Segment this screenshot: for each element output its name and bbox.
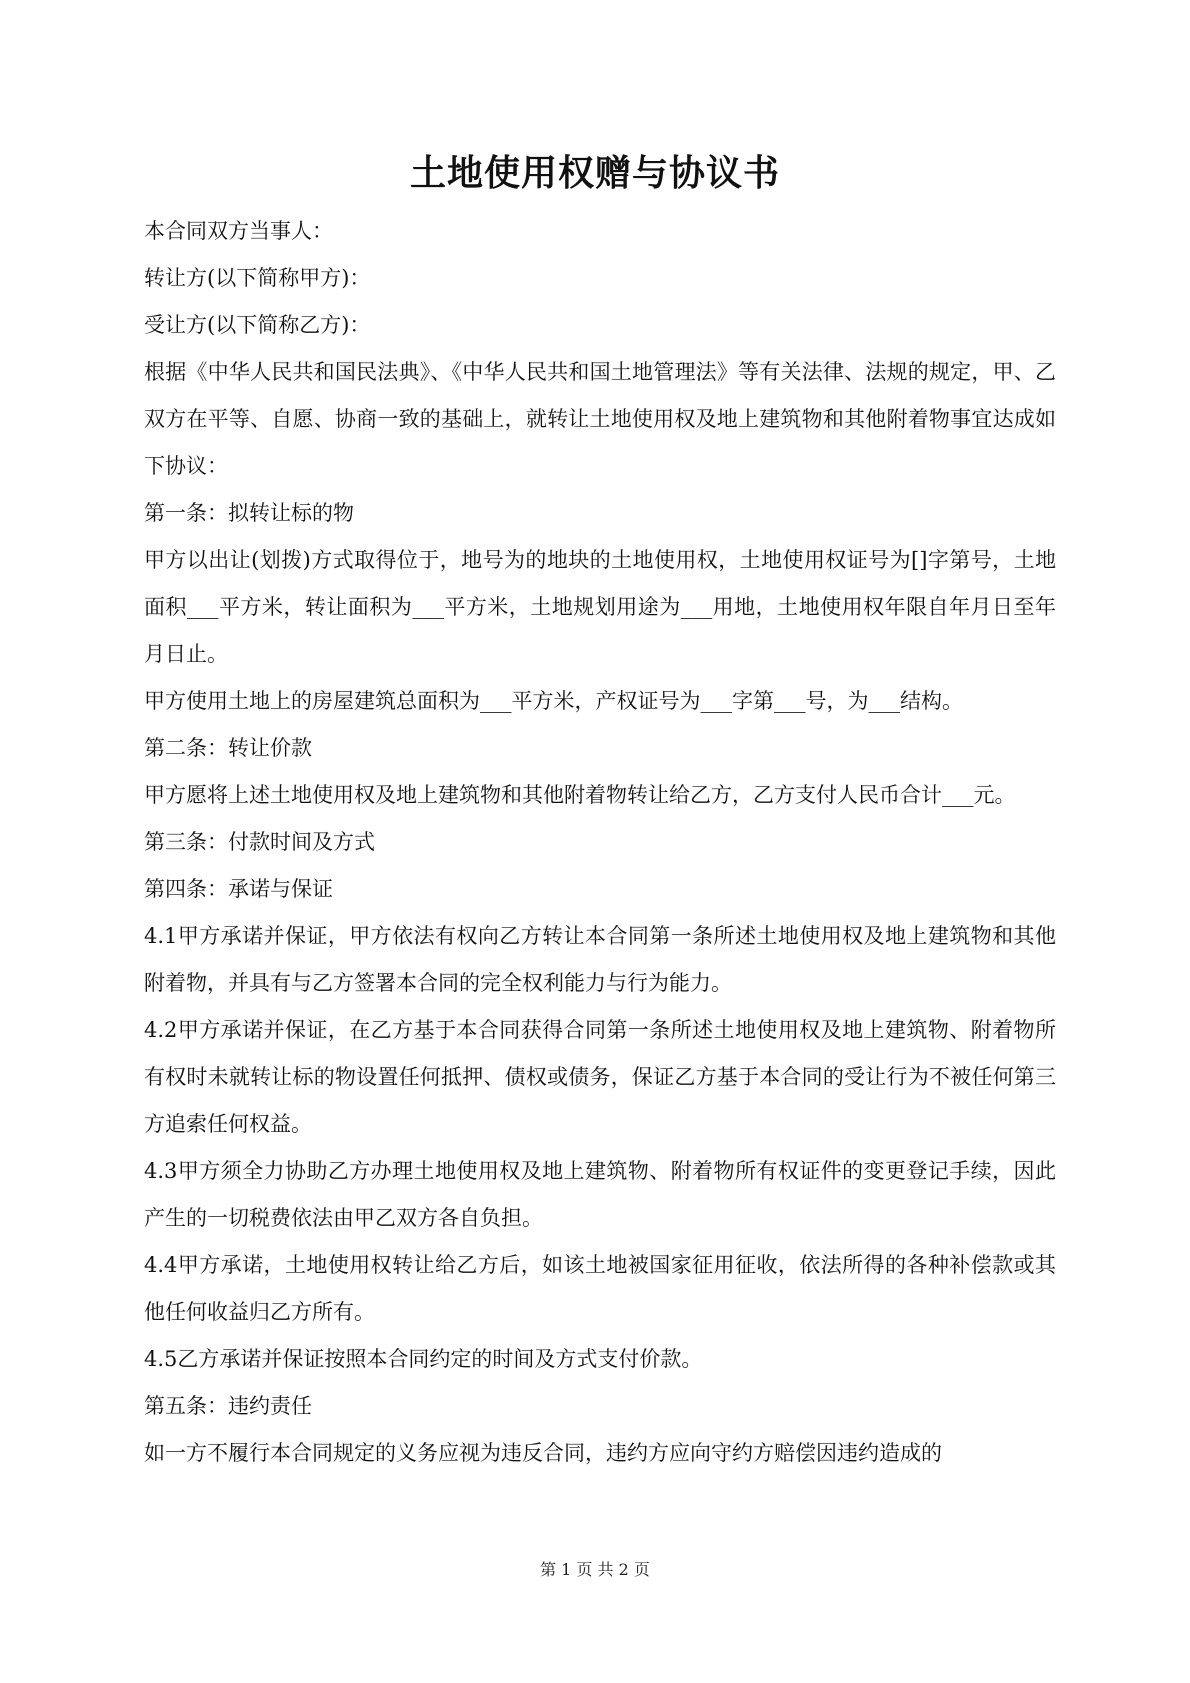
article-1-heading: 第一条：拟转让标的物 — [144, 501, 354, 525]
article-2-heading: 第二条：转让价款 — [144, 736, 312, 760]
paragraph-parties-intro: 本合同双方当事人： — [144, 219, 333, 243]
article-2-price: 甲方愿将上述土地使用权及地上建筑物和其他附着物转让给乙方，乙方支付人民币合计___元。 — [144, 783, 1016, 807]
clause-4-3: 4.3甲方须全力协助乙方办理土地使用权及地上建筑物、附着物所有权证件的变更登记手续，因此产生的一切税费依法由甲乙双方各自负担。 — [144, 1159, 1056, 1230]
article-3-heading: 第三条：付款时间及方式 — [144, 830, 375, 854]
paragraph-transferee: 受让方(以下简称乙方)： — [144, 313, 371, 337]
article-1-land-details: 甲方以出让(划拨)方式取得位于，地号为的地块的土地使用权，土地使用权证号为[]字第号，土地面积___平方米，转让面积为___平方米，土地规划用途为___用地，土地使用权年限自年月日至年月日止。 — [144, 548, 1056, 666]
paragraph-transferor: 转让方(以下简称甲方)： — [144, 266, 371, 290]
clause-4-2: 4.2甲方承诺并保证，在乙方基于本合同获得合同第一条所述土地使用权及地上建筑物、附着物所有权时未就转让标的物设置任何抵押、债权或债务，保证乙方基于本合同的受让行为不被任何第三方追索任何权益。 — [144, 1018, 1056, 1136]
article-1-building-details: 甲方使用土地上的房屋建筑总面积为___平方米，产权证号为___字第___号，为___结构。 — [144, 689, 963, 713]
document-title: 土地使用权赠与协议书 — [409, 152, 780, 194]
clause-4-5: 4.5乙方承诺并保证按照本合同约定的时间及方式支付价款。 — [144, 1347, 703, 1371]
page-number: 第 1 页 共 2 页 — [540, 1560, 650, 1579]
paragraph-preamble: 根据《中华人民共和国民法典》、《中华人民共和国土地管理法》等有关法律、法规的规定，甲、乙双方在平等、自愿、协商一致的基础上，就转让土地使用权及地上建筑物和其他附着物事宜达成如下协议： — [144, 360, 1056, 478]
clause-4-4: 4.4甲方承诺，土地使用权转让给乙方后，如该土地被国家征用征收，依法所得的各种补偿款或其他任何收益归乙方所有。 — [144, 1253, 1056, 1324]
article-4-heading: 第四条：承诺与保证 — [144, 877, 333, 901]
article-5-breach: 如一方不履行本合同规定的义务应视为违反合同，违约方应向守约方赔偿因违约造成的 — [144, 1441, 942, 1465]
article-5-heading: 第五条：违约责任 — [144, 1394, 312, 1418]
clause-4-1: 4.1甲方承诺并保证，甲方依法有权向乙方转让本合同第一条所述土地使用权及地上建筑物和其他附着物，并具有与乙方签署本合同的完全权利能力与行为能力。 — [144, 924, 1056, 995]
document-body — [144, 208, 1056, 1477]
